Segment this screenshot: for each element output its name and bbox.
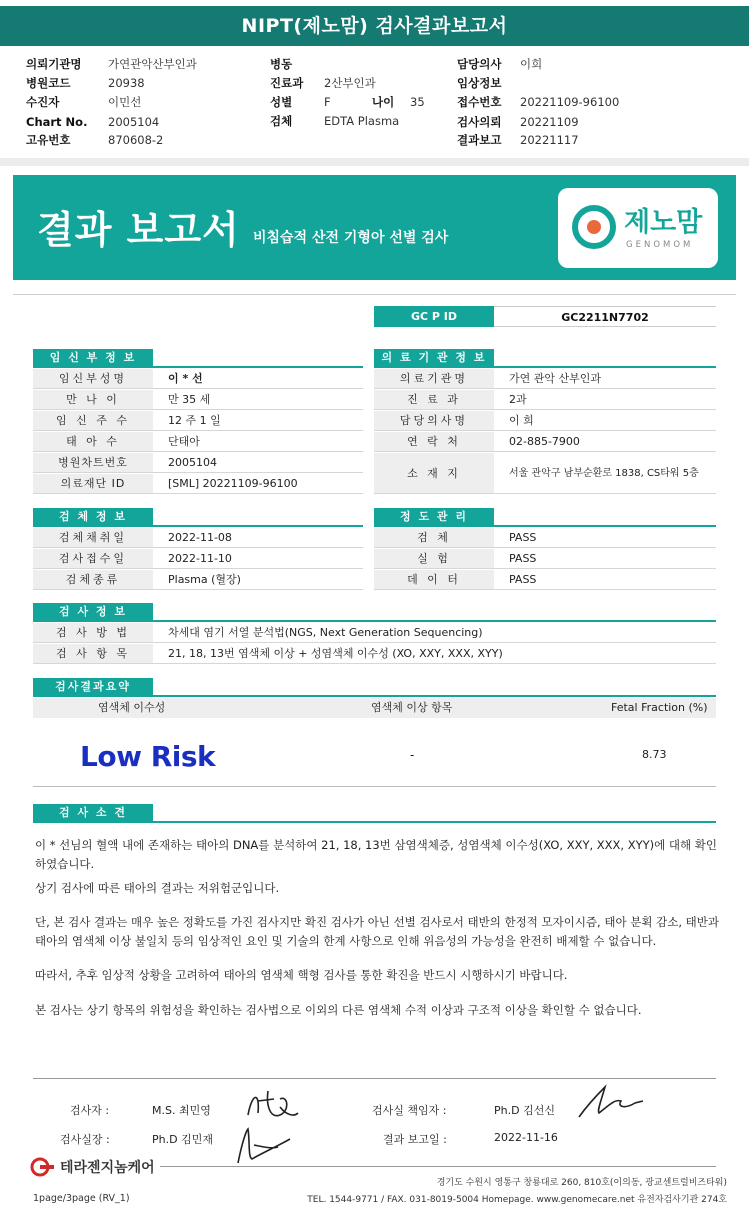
row-label: 임신부성명 <box>33 369 153 388</box>
row-value: 이 희 <box>509 414 534 427</box>
hdr-label: 나이 <box>372 95 395 109</box>
row-value: 12 주 1 일 <box>168 414 221 427</box>
banner-subtitle: 비침습적 산전 기형아 선별 검사 <box>253 230 449 246</box>
row-label: 데 이 터 <box>374 570 494 589</box>
section-heading-test: 검 사 정 보 <box>33 603 153 620</box>
row-value: 서울 관악구 남부순환로 1838, CS타워 5층 <box>509 468 699 479</box>
hdr-label: 담당의사 <box>457 57 502 71</box>
summary-header <box>33 698 716 718</box>
table-row <box>33 390 363 410</box>
hdr-label: 검사의뢰 <box>457 115 502 129</box>
examiner-signature <box>240 1085 300 1125</box>
row-label: 의료재단 ID <box>33 474 153 493</box>
hdr-label: 의뢰기관명 <box>26 57 82 71</box>
divider <box>160 1166 716 1167</box>
table-row <box>33 453 363 473</box>
hdr-value: EDTA Plasma <box>324 114 400 128</box>
hdr-value: 35 <box>410 95 425 109</box>
section-rule <box>33 695 716 697</box>
company-name: 테라젠지놈케어 <box>60 1160 155 1176</box>
gcpid-value: GC2211N7702 <box>494 306 716 327</box>
row-label: 실 험 <box>374 549 494 568</box>
row-label: 검 사 방 법 <box>33 623 153 642</box>
hdr-value: 20221117 <box>520 133 579 147</box>
page-title: NIPT(제노맘) 검사결과보고서 <box>0 6 749 46</box>
hdr-value: 가연관악산부인과 <box>108 57 197 71</box>
hdr-value: 870608-2 <box>108 133 164 147</box>
company-contact: TEL. 1544-9771 / FAX. 031-8019-5004 Homepage. www.genomecare.net 유전자검사기관 274호 <box>307 1195 727 1205</box>
row-value: PASS <box>509 531 537 544</box>
table-row <box>374 528 716 548</box>
section-heading-mother: 임 신 부 정 보 <box>33 349 153 366</box>
examiner-name: M.S. 최민영 <box>152 1104 211 1117</box>
row-label: 병원차트번호 <box>33 453 153 472</box>
col-header: 염색체 이상 항목 <box>371 701 453 714</box>
chief-name: Ph.D 김민재 <box>152 1133 213 1146</box>
finding-paragraph: 단, 본 검사 결과는 매우 높은 정확도를 가진 검사지만 확진 검사가 아닌 선별 검사로서 태반의 한정적 모자이시즘, 태아 분획 감소, 태반과 태아의 염색체 이상 불일치 등의 임상적인 요인 및 기술의 한계 사항으로 인해 위음성의 가능성을 완전히 배제할 수 없습니다. <box>35 915 719 948</box>
finding-paragraph: 상기 검사에 따른 태아의 결과는 저위험군입니다. <box>35 881 280 895</box>
divider <box>33 1078 716 1079</box>
row-label: 연 락 처 <box>374 432 494 451</box>
hdr-label: 병동 <box>270 57 293 71</box>
section-heading-summary: 검사결과요약 <box>33 678 153 695</box>
row-label: 검사접수일 <box>33 549 153 568</box>
table-row <box>33 411 363 431</box>
section-heading-institution: 의 료 기 관 정 보 <box>374 349 494 366</box>
col-header: Fetal Fraction (%) <box>611 701 708 714</box>
hdr-label: 성별 <box>270 95 293 109</box>
table-row <box>374 369 716 389</box>
table-row <box>33 570 363 590</box>
row-label: 검체종류 <box>33 570 153 589</box>
row-value: [SML] 20221109-96100 <box>168 477 298 490</box>
section-rule <box>374 525 716 527</box>
hdr-label: 고유번호 <box>26 133 71 147</box>
finding-paragraph: 본 검사는 상기 항목의 위험성을 확인하는 검사법으로 이외의 다른 염색체 수적 이상과 구조적 이상을 확인할 수 없습니다. <box>35 1003 642 1017</box>
fetal-fraction: 8.73 <box>642 748 667 761</box>
section-rule <box>374 366 716 368</box>
section-heading-findings: 검 사 소 견 <box>33 804 153 821</box>
abnormal-item: - <box>410 748 415 762</box>
row-label: 임 신 주 수 <box>33 411 153 430</box>
table-row <box>374 432 716 452</box>
company-logo-icon <box>30 1157 56 1177</box>
section-rule <box>33 620 716 622</box>
hdr-value: F <box>324 95 331 109</box>
row-value: 이 * 선 <box>168 372 203 385</box>
hdr-label: 검체 <box>270 114 293 128</box>
row-label: 검 체 <box>374 528 494 547</box>
section-rule <box>33 821 716 823</box>
section-rule <box>33 525 363 527</box>
row-label: 만 나 이 <box>33 390 153 409</box>
divider <box>33 786 716 787</box>
hdr-value: 2산부인과 <box>324 76 376 90</box>
row-label: 의료기관명 <box>374 369 494 388</box>
banner-title: 결과 보고서 <box>37 208 240 252</box>
hdr-value: 2005104 <box>108 115 160 129</box>
finding-paragraph: 따라서, 추후 임상적 상황을 고려하여 태아의 염색체 핵형 검사를 통한 확진을 반드시 시행하시기 바랍니다. <box>35 968 568 982</box>
director-signature <box>575 1083 645 1123</box>
director-label: 검사실 책임자 : <box>372 1104 447 1117</box>
hdr-label: 결과보고 <box>457 133 502 147</box>
hdr-value: 이희 <box>520 57 543 71</box>
row-value: 2005104 <box>168 456 217 469</box>
table-row <box>374 411 716 431</box>
order-header <box>0 52 749 156</box>
row-label: 검체채취일 <box>33 528 153 547</box>
chief-label: 검사실장 : <box>60 1133 110 1146</box>
hdr-label: 병원코드 <box>26 76 71 90</box>
hdr-label: 임상정보 <box>457 76 502 90</box>
row-value: 단태아 <box>168 435 200 448</box>
divider <box>13 294 736 295</box>
hdr-label: Chart No. <box>26 115 88 129</box>
finding-paragraph: 이 * 선님의 혈액 내에 존재하는 태아의 DNA를 분석하여 21, 18, 13번 삼염색체증, 성염색체 이수성(XO, XXY, XXX, XYY)에 대해 확인하였습니다. <box>35 838 718 871</box>
col-header: 염색체 이수성 <box>98 701 166 714</box>
table-row <box>33 623 716 643</box>
genomom-logo-icon <box>572 205 616 249</box>
hdr-value: 20221109-96100 <box>520 95 620 109</box>
gcpid-label: GC P ID <box>374 306 494 327</box>
row-value: PASS <box>509 573 537 586</box>
hdr-label: 접수번호 <box>457 95 502 109</box>
row-label: 진 료 과 <box>374 390 494 409</box>
row-value: 21, 18, 13번 염색체 이상 + 성염색체 이수성 (XO, XXY, XXX, XYY) <box>168 647 503 660</box>
row-value: 2022-11-10 <box>168 552 232 565</box>
row-label: 태 아 수 <box>33 432 153 451</box>
table-row <box>33 432 363 452</box>
hdr-value: 20938 <box>108 76 145 90</box>
table-row <box>33 474 363 494</box>
row-value: 2과 <box>509 393 527 406</box>
hdr-value: 20221109 <box>520 115 579 129</box>
row-label: 담당의사명 <box>374 411 494 430</box>
report-banner <box>13 175 736 280</box>
examiner-label: 검사자 : <box>70 1104 110 1117</box>
section-heading-specimen: 검 체 정 보 <box>33 508 153 525</box>
row-value: 02-885-7900 <box>509 435 580 448</box>
table-row <box>33 549 363 569</box>
separator <box>0 158 749 166</box>
table-row <box>33 369 363 389</box>
genomom-logo <box>558 188 718 268</box>
section-rule <box>33 366 363 368</box>
row-value: 차세대 염기 서열 분석법(NGS, Next Generation Sequencing) <box>168 626 483 639</box>
table-row <box>374 453 716 494</box>
table-row <box>374 570 716 590</box>
table-row <box>33 644 716 664</box>
row-value: Plasma (혈장) <box>168 573 241 586</box>
risk-result: Low Risk <box>80 740 216 773</box>
report-date: 2022-11-16 <box>494 1131 558 1144</box>
hdr-label: 수진자 <box>26 95 60 109</box>
hdr-value: 이민선 <box>108 95 142 109</box>
report-date-label: 결과 보고일 : <box>383 1133 447 1146</box>
director-name: Ph.D 김선신 <box>494 1104 555 1117</box>
chief-signature <box>232 1123 296 1167</box>
table-row <box>374 549 716 569</box>
logo-subtext: GENOMOM <box>626 240 694 250</box>
row-label: 소 재 지 <box>374 453 494 493</box>
section-heading-qc: 정 도 관 리 <box>374 508 494 525</box>
row-value: 가연 관악 산부인과 <box>509 372 602 385</box>
table-row <box>33 528 363 548</box>
row-value: PASS <box>509 552 537 565</box>
row-value: 2022-11-08 <box>168 531 232 544</box>
table-row <box>374 390 716 410</box>
company-address: 경기도 수원시 영통구 창룡대로 260, 810호(이의동, 광교센트럴비즈타워) <box>436 1178 727 1188</box>
row-value: 만 35 세 <box>168 393 211 406</box>
row-label: 검 사 항 목 <box>33 644 153 663</box>
hdr-label: 진료과 <box>270 76 304 90</box>
page-number: 1page/3page (RV_1) <box>33 1193 130 1204</box>
logo-text: 제노맘 <box>624 207 703 238</box>
